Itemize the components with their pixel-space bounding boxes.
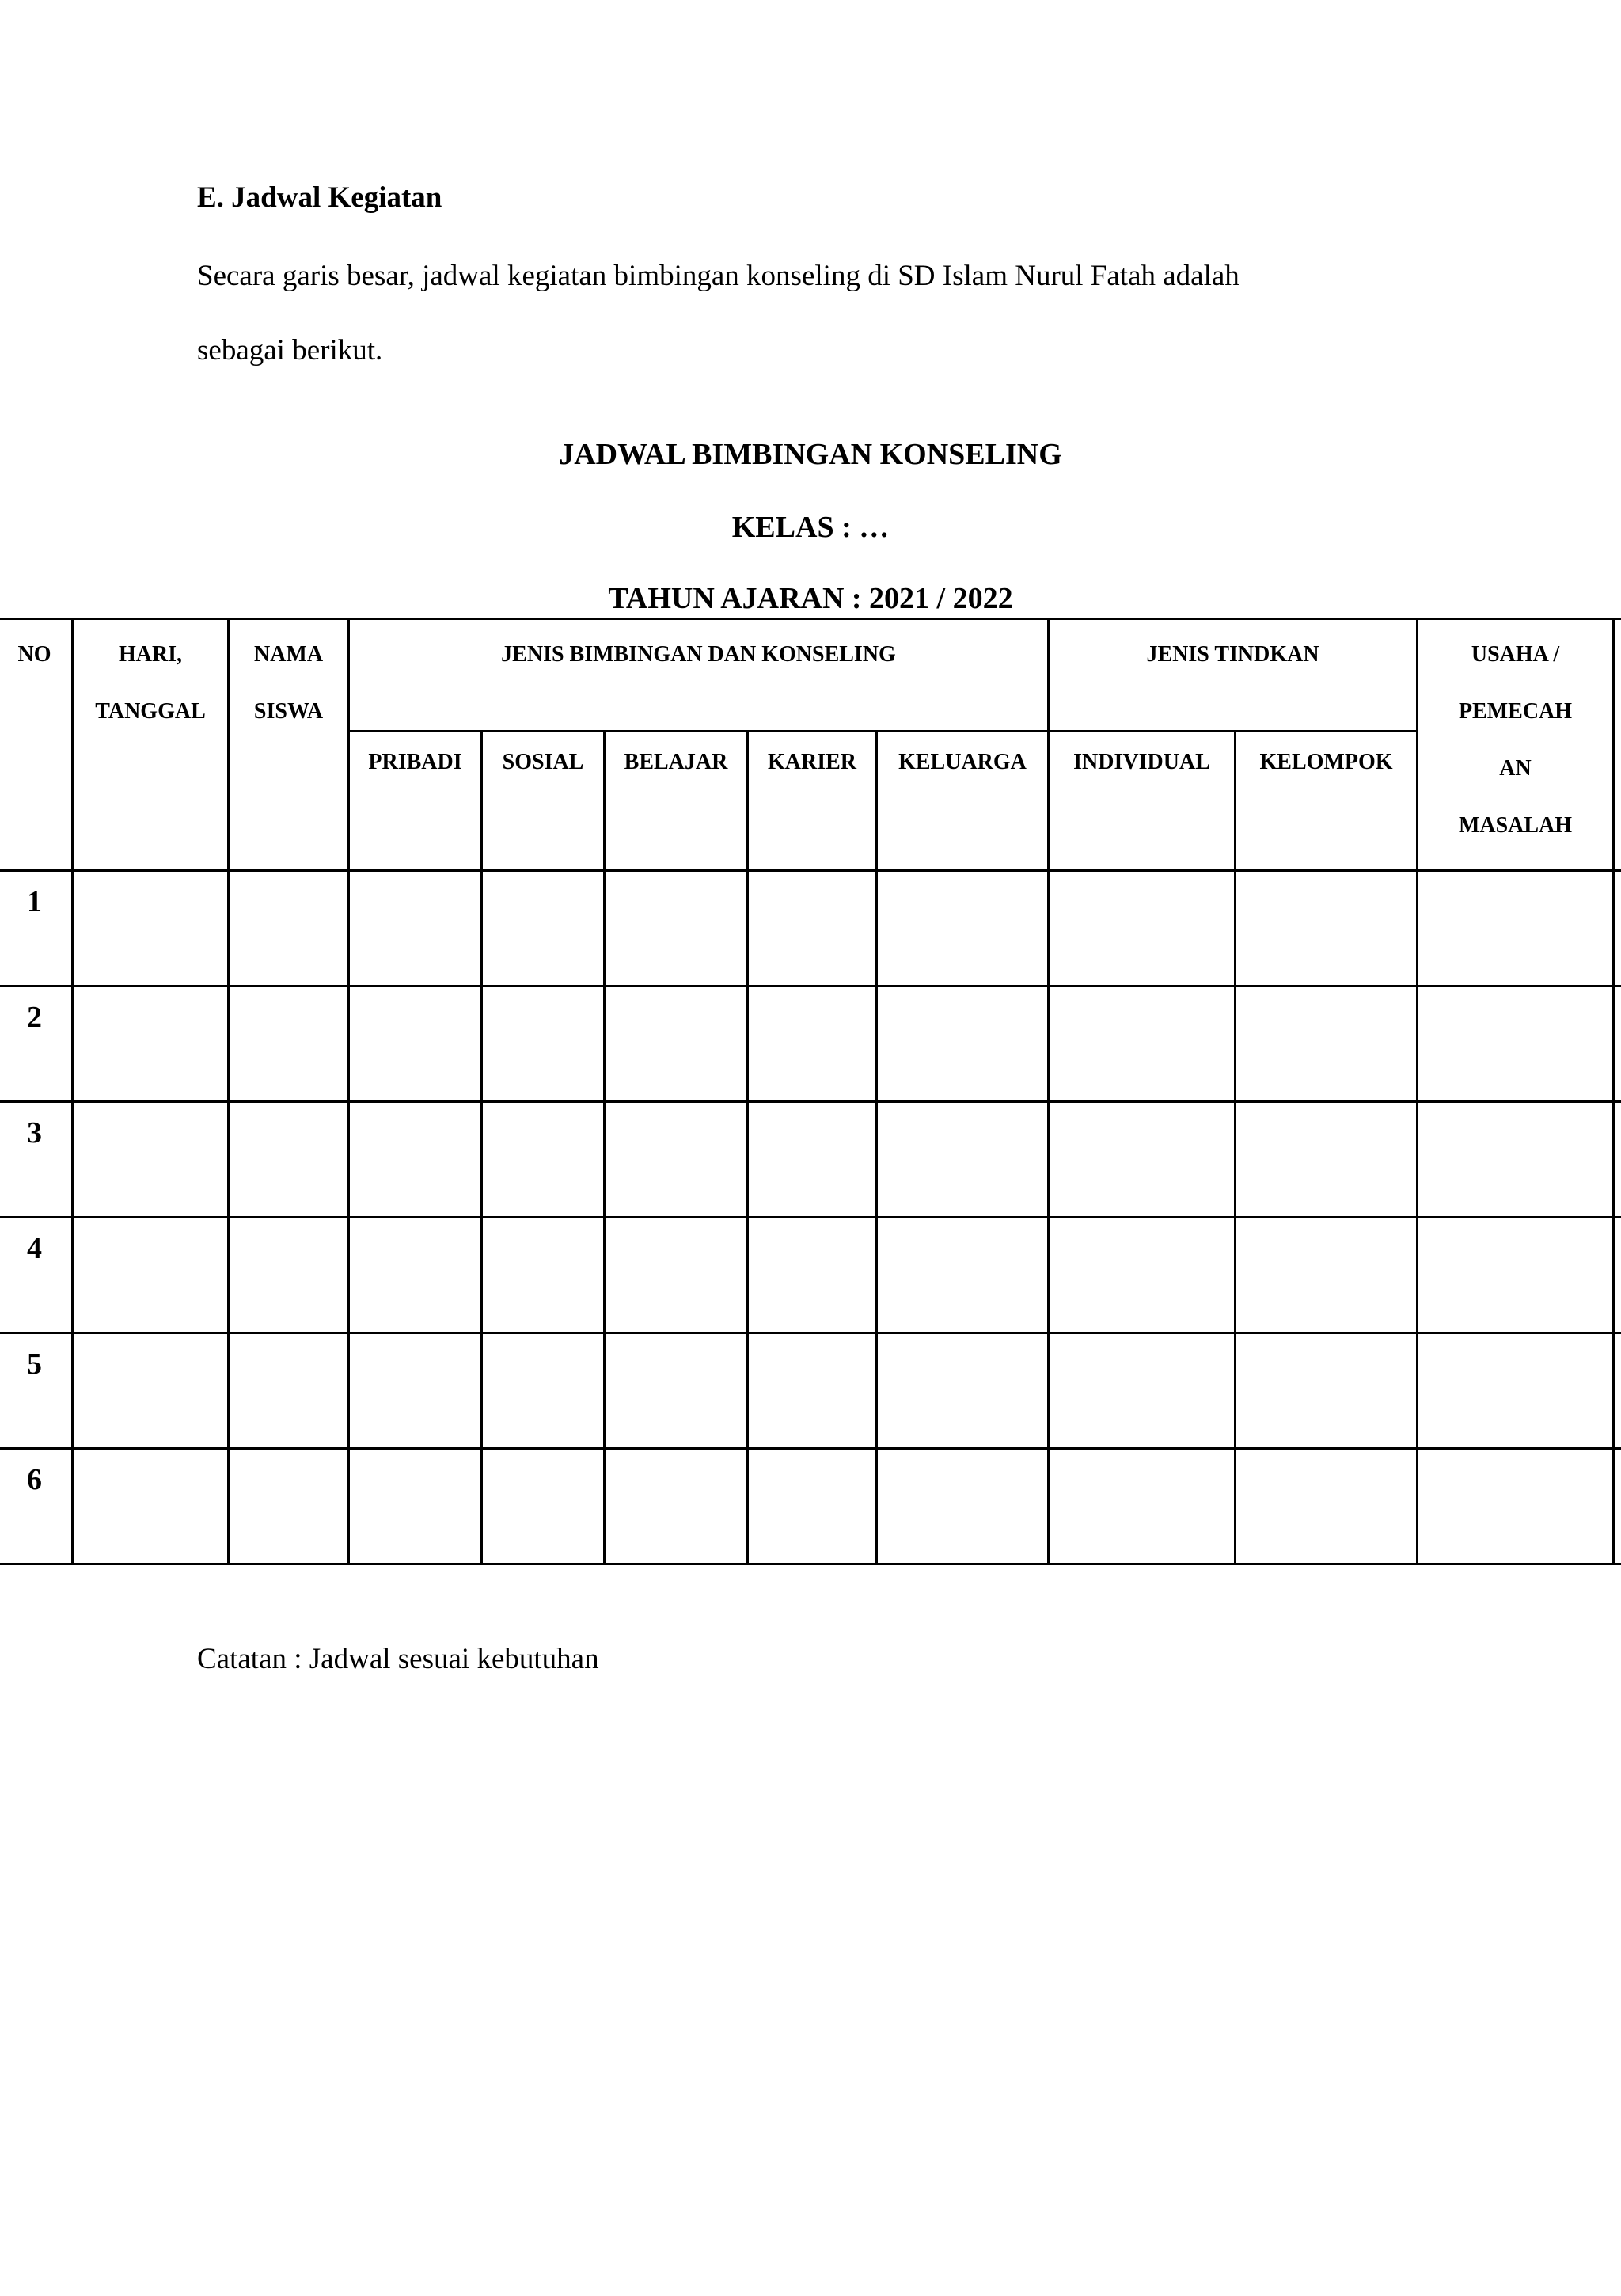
cell-belajar [605,1218,748,1333]
schedule-table [0,618,1621,1565]
cell-pribadi [349,986,482,1102]
cell-pribadi [349,1449,482,1564]
cell-pribadi [349,1218,482,1333]
cell-karier [748,1333,877,1449]
row-number: 1 [0,871,73,986]
cell-belajar [605,1333,748,1449]
cell-hari-tanggal [73,1218,229,1333]
table-row [0,1449,1621,1564]
cell-cut-off [1614,871,1621,986]
subheader-kelompok: KELOMPOK [1236,732,1418,871]
cell-kelompok [1236,1449,1418,1564]
header-usaha-line4: MASALAH [1458,813,1573,838]
table-row [0,1218,1621,1333]
cell-karier [748,1102,877,1218]
row-number: 4 [0,1218,73,1333]
subheader-individual: INDIVIDUAL [1049,732,1236,871]
cell-pribadi [349,1333,482,1449]
cell-belajar [605,1449,748,1564]
cell-belajar [605,986,748,1102]
subheader-belajar: BELAJAR [605,732,748,871]
cell-usaha [1418,1218,1614,1333]
cell-hari-tanggal [73,1102,229,1218]
cell-keluarga [877,871,1049,986]
cell-hari-tanggal [73,871,229,986]
cell-hari-tanggal [73,986,229,1102]
cell-keluarga [877,1218,1049,1333]
cell-usaha [1418,871,1614,986]
table-row [0,986,1621,1102]
header-usaha-line2: PEMECAH [1458,699,1573,724]
cell-hari-tanggal [73,1333,229,1449]
cell-individual [1049,871,1236,986]
cell-karier [748,1449,877,1564]
cell-karier [748,871,877,986]
subheader-karier: KARIER [748,732,877,871]
academic-year-label: TAHUN AJARAN : 2021 / 2022 [608,582,1013,615]
cell-sosial [482,1218,605,1333]
class-label: KELAS : … [731,511,890,544]
table-row [0,1333,1621,1449]
header-usaha-line3: AN [1499,756,1532,781]
cell-hari-tanggal [73,1449,229,1564]
cell-nama-siswa [229,1102,349,1218]
cell-sosial [482,1449,605,1564]
cell-karier [748,1218,877,1333]
header-nama-line2: SISWA [253,699,324,724]
section-heading: E. Jadwal Kegiatan [197,181,442,214]
cell-cut-off [1614,1333,1621,1449]
header-jenis-tindakan: JENIS TINDKAN [1049,619,1418,732]
cell-keluarga [877,986,1049,1102]
cell-cut-off [1614,1218,1621,1333]
header-usaha-line1: USAHA / [1471,642,1560,667]
cell-usaha [1418,1102,1614,1218]
cell-sosial [482,1102,605,1218]
header-nama-line1: NAMA [253,642,324,667]
schedule-title: JADWAL BIMBINGAN KONSELING [559,438,1062,471]
intro-paragraph [197,239,1361,388]
row-number: 2 [0,986,73,1102]
header-hari-line1: HARI, [118,642,183,667]
header-nama-siswa [229,619,349,871]
cell-sosial [482,986,605,1102]
cell-individual [1049,1333,1236,1449]
footnote: Catatan : Jadwal sesuai kebutuhan [197,1643,599,1675]
cell-kelompok [1236,1218,1418,1333]
row-number: 6 [0,1449,73,1564]
header-hari-tanggal [73,619,229,871]
header-usaha-pemecahan [1418,619,1614,871]
cell-sosial [482,871,605,986]
subheader-sosial: SOSIAL [482,732,605,871]
cell-nama-siswa [229,986,349,1102]
cell-usaha [1418,1333,1614,1449]
cell-keluarga [877,1333,1049,1449]
cell-keluarga [877,1449,1049,1564]
subheader-keluarga: KELUARGA [877,732,1049,871]
row-number: 3 [0,1102,73,1218]
intro-paragraph-line-2: sebagai berikut. [197,334,383,367]
subheader-pribadi: PRIBADI [349,732,482,871]
cell-individual [1049,1449,1236,1564]
cell-cut-off [1614,1102,1621,1218]
cell-usaha [1418,986,1614,1102]
header-jenis-bimbingan: JENIS BIMBINGAN DAN KONSELING [349,619,1049,732]
header-no: NO [0,619,73,871]
cell-karier [748,986,877,1102]
table-row [0,1102,1621,1218]
cell-pribadi [349,871,482,986]
cell-belajar [605,871,748,986]
cell-belajar [605,1102,748,1218]
cell-pribadi [349,1102,482,1218]
cell-individual [1049,1102,1236,1218]
row-number: 5 [0,1333,73,1449]
cell-individual [1049,986,1236,1102]
table-row [0,871,1621,986]
table-header-row [0,619,1621,732]
cell-nama-siswa [229,1333,349,1449]
header-cut-off [1614,619,1621,871]
cell-nama-siswa [229,1218,349,1333]
cell-keluarga [877,1102,1049,1218]
cell-kelompok [1236,986,1418,1102]
cell-kelompok [1236,871,1418,986]
cell-usaha [1418,1449,1614,1564]
cell-kelompok [1236,1333,1418,1449]
intro-paragraph-line-1: Secara garis besar, jadwal kegiatan bimbingan konseling di SD Islam Nurul Fatah adalah [197,260,1239,292]
cell-cut-off [1614,986,1621,1102]
cell-cut-off [1614,1449,1621,1564]
header-hari-line2: TANGGAL [95,699,206,724]
cell-kelompok [1236,1102,1418,1218]
cell-nama-siswa [229,1449,349,1564]
cell-sosial [482,1333,605,1449]
cell-nama-siswa [229,871,349,986]
cell-individual [1049,1218,1236,1333]
